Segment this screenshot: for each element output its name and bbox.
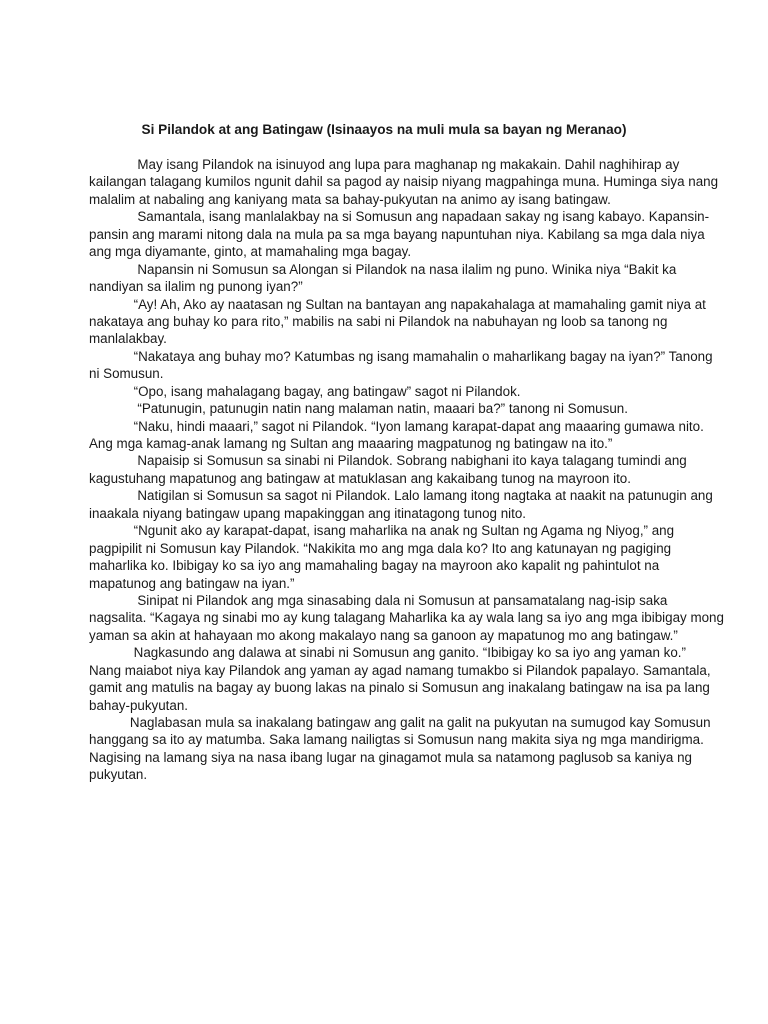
body-line: pagpipilit ni Somusun kay Pilandok. “Nakikita mo ang mga dala ko? Ito ang katunayan ng pagiging — [89, 540, 672, 556]
document-title: Si Pilandok at ang Batingaw (Isinaayos na muli mula sa bayan ng Meranao) — [141, 122, 627, 137]
body-line: May isang Pilandok na isinuyod ang lupa para maghanap ng makakain. Dahil naghihirap ay — [89, 157, 680, 172]
body-line: maharlika ko. Ibibigay ko sa iyo ang mamahaling bagay na mayroon ako kapalit ng pahintulot na — [89, 558, 660, 574]
body-line: ni Somusun. — [89, 366, 164, 382]
body-line: nandiyan sa ilalim ng punong iyan?” — [89, 279, 303, 295]
body-line: Nagkasundo ang dalawa at sinabi ni Somusun ang ganito. “Ibibigay ko sa iyo ang yaman ko.” — [89, 645, 686, 661]
body-line: kailangan talagang kumilos ngunit dahil sa pagod ay naisip niyang magpahinga muna. Huminga siya nang — [89, 174, 719, 190]
body-line: “Ay! Ah, Ako ay naatasan ng Sultan na bantayan ang napakahalaga at mamahaling gamit niya at — [89, 296, 706, 312]
body-line: yaman sa akin at hahayaan mo akong makalayo nang sa ganoon ay mapatunog mo ang batingaw.” — [89, 627, 678, 643]
body-line: Samantala, isang manlalakbay na si Somusun ang napadaan sakay ng isang kabayo. Kapansin- — [89, 209, 710, 225]
body-line: pansin ang marami nitong dala na mula pa sa mga bayang napuntuhan niya. Kabilang sa mga dala niya — [89, 226, 705, 242]
body-line: Naglabasan mula sa inakalang batingaw ang galit na galit na pukyutan na sumugod kay Somusun — [89, 715, 711, 730]
document-body — [89, 156, 724, 784]
body-line: Natigilan si Somusun sa sagot ni Pilandok. Lalo lamang itong nagtaka at naakit na patunugin ang — [89, 488, 713, 504]
body-line: nagsalita. “Kagaya ng sinabi mo ay kung talagang Maharlika ka ay wala lang sa iyo ang mga ibibigay mong — [89, 610, 724, 626]
body-line: kagustuhang mapatunog ang batingaw at matuklasan ang kakaibang tunog na mayroon ito. — [89, 470, 631, 486]
body-line: “Nakataya ang buhay mo? Katumbas ng isang mamahalin o maharlikang bagay na iyan?” Tanong — [89, 348, 713, 364]
body-line: hanggang sa ito ay matumba. Saka lamang nailigtas si Somusun nang makita siya ng mga mandirigma. — [89, 732, 704, 748]
body-line: Nagising na lamang siya na nasa ibang lugar na ginagamot mula sa natamong paglusob sa kaniya ng — [89, 749, 692, 765]
body-line: Napansin ni Somusun sa Alongan si Pilandok na nasa ilalim ng puno. Winika niya “Bakit ka — [89, 261, 677, 277]
body-line: inaakala niyang batingaw upang mapakinggan ang itinatagong tunog nito. — [89, 505, 527, 521]
body-line: “Ngunit ako ay karapat-dapat, isang maharlika na anak ng Sultan ng Agama ng Niyog,” ang — [89, 523, 675, 539]
body-line: “Opo, isang mahalagang bagay, ang batingaw” sagot ni Pilandok. — [89, 383, 521, 399]
body-line: gamit ang matulis na bagay ay buong lakas na pinalo si Somusun ang inakalang batingaw na isa pa lang — [89, 680, 710, 696]
body-line: Napaisip si Somusun sa sinabi ni Pilandok. Sobrang nabighani ito kaya talagang tumindi ang — [89, 453, 687, 469]
body-line: mapatunog ang batingaw na iyan.” — [89, 575, 295, 591]
body-line: manlalakbay. — [89, 331, 167, 347]
body-line: nakataya ang buhay ko para rito,” mabilis na sabi ni Pilandok na nabuhayan ng loob sa tanong ng — [89, 313, 668, 329]
body-line: pukyutan. — [89, 767, 148, 783]
body-line: malalim at nabaling ang kaniyang mata sa bahay-pukyutan na animo ay isang batingaw. — [89, 191, 611, 207]
body-line: Sinipat ni Pilandok ang mga sinasabing dala ni Somusun at pansamatalang nag-isip saka — [89, 592, 668, 608]
body-line: bahay-pukyutan. — [89, 697, 189, 713]
body-line: “Patunugin, patunugin natin nang malaman natin, maaari ba?” tanong ni Somusun. — [89, 401, 628, 417]
body-line: Ang mga kamag-anak lamang ng Sultan ang maaaring magpatunog ng batingaw na ito.” — [89, 436, 613, 451]
body-line: Nang maiabot niya kay Pilandok ang yaman ay agad namang tumakbo si Pilandok papalayo. Samantala, — [89, 662, 711, 678]
body-line: ang mga diyamante, ginto, at mamahaling mga bagay. — [89, 244, 412, 260]
body-line: “Naku, hindi maaari,” sagot ni Pilandok. “Iyon lamang karapat-dapat ang maaaring gumawa nito. — [89, 418, 704, 434]
